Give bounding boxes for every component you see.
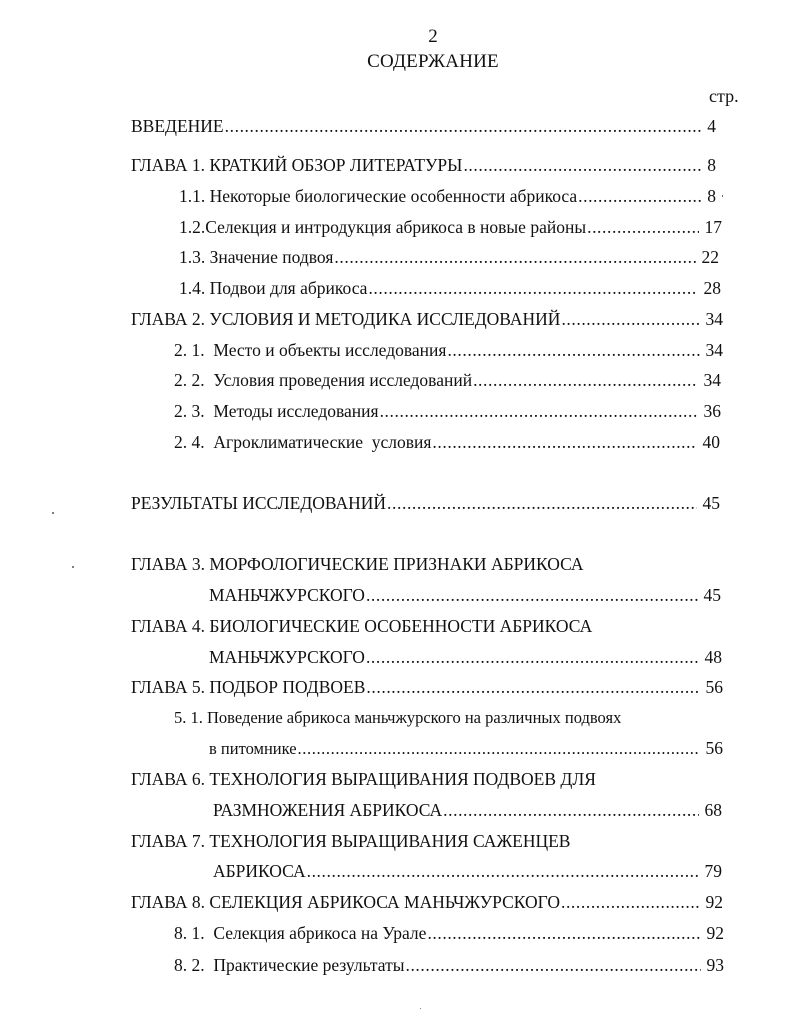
leader-dots <box>380 399 698 423</box>
toc-entry-page: 79 <box>704 861 722 881</box>
toc-entry-text: 2. 4. Агроклиматические условия <box>174 432 432 452</box>
toc-entry-text: АБРИКОСА <box>213 861 306 881</box>
toc-entry-text: в питомнике <box>209 739 297 758</box>
toc-entry-page: 34 <box>705 309 723 329</box>
toc-entry-1-3 <box>179 245 719 269</box>
toc-entry-chapter-5 <box>131 675 723 699</box>
toc-entry-text: 1.3. Значение подвоя <box>179 247 334 267</box>
toc-entry-chapter-7 <box>213 859 722 883</box>
toc-entry-page: 34 <box>703 370 721 390</box>
toc-entry-text: 2. 1. Место и объекты исследования <box>174 340 447 360</box>
leader-dots <box>473 368 697 392</box>
toc-entry-chapter-2 <box>131 307 723 331</box>
toc-entry-page: 17 <box>704 217 722 237</box>
toc-entry-chapter-1 <box>131 153 716 177</box>
toc-entry-text: ГЛАВА 5. ПОДБОР ПОДВОЕВ <box>131 677 366 697</box>
toc-entry-page: 22 <box>701 247 719 267</box>
leader-dots <box>405 953 700 977</box>
leader-dots <box>366 645 699 669</box>
toc-entry-text: 8. 1. Селекция абрикоса на Урале <box>174 923 427 943</box>
scan-speck <box>420 1008 421 1009</box>
toc-entry-page: 56 <box>705 738 723 758</box>
toc-entry-chapter-3 <box>209 583 721 607</box>
toc-entry-text: 2. 2. Условия проведения исследований <box>174 370 473 390</box>
toc-entry-text: 1.2.Селекция и интродукция абрикоса в новые районы <box>179 217 587 237</box>
toc-entry-1-4 <box>179 276 721 300</box>
toc-entry-chapter-4 <box>209 645 722 669</box>
toc-entry-text: 1.1. Некоторые биологические особенности абрикоса <box>179 186 578 206</box>
toc-entry-page: 40 <box>702 432 720 452</box>
leader-dots <box>225 114 702 138</box>
toc-entry-1-2 <box>179 215 722 239</box>
toc-entry-page: 8 <box>707 186 716 206</box>
toc-entry-8-1 <box>174 921 724 945</box>
leader-dots <box>443 798 698 822</box>
leader-dots <box>368 276 697 300</box>
toc-entry-page: 36 <box>703 401 721 421</box>
toc-entry-page: 92 <box>706 923 724 943</box>
toc-entry-chapter-3-heading: ГЛАВА 3. МОРФОЛОГИЧЕСКИЕ ПРИЗНАКИ АБРИКОСА <box>131 554 584 574</box>
leader-dots <box>561 307 699 331</box>
leader-dots <box>463 153 701 177</box>
leader-dots <box>432 430 696 454</box>
toc-entry-text: ВВЕДЕНИЕ <box>131 116 224 136</box>
toc-title: СОДЕРЖАНИЕ <box>367 51 499 72</box>
toc-entry-page: 34 <box>705 340 723 360</box>
toc-entry-page: 56 <box>705 677 723 697</box>
toc-entry-page: 93 <box>706 955 724 975</box>
leader-dots <box>427 921 700 945</box>
toc-entry-1-1 <box>179 184 716 208</box>
toc-entry-text: 8. 2. Практические результаты <box>174 955 405 975</box>
toc-entry-2-4 <box>174 430 720 454</box>
toc-entry-page: 4 <box>707 116 716 136</box>
toc-entry-text: 2. 3. Методы исследования <box>174 401 379 421</box>
leader-dots <box>366 583 698 607</box>
toc-entry-chapter-7-heading: ГЛАВА 7. ТЕХНОЛОГИЯ ВЫРАЩИВАНИЯ САЖЕНЦЕВ <box>131 831 571 851</box>
toc-entry-chapter-4-heading: ГЛАВА 4. БИОЛОГИЧЕСКИЕ ОСОБЕННОСТИ АБРИКОСА <box>131 616 593 636</box>
leader-dots <box>366 675 699 699</box>
scan-speck <box>52 512 54 514</box>
toc-entry-chapter-6 <box>213 798 722 822</box>
toc-entry-2-3 <box>174 399 721 423</box>
leader-dots <box>447 338 699 362</box>
toc-entry-text: МАНЬЧЖУРСКОГО <box>209 647 365 667</box>
toc-entry-page: 92 <box>705 892 723 912</box>
toc-entry-page: 8 <box>707 155 716 175</box>
toc-entry-page: 68 <box>704 800 722 820</box>
toc-entry-chapter-8 <box>131 890 723 914</box>
toc-entry-text: ГЛАВА 8. СЕЛЕКЦИЯ АБРИКОСА МАНЬЧЖУРСКОГО <box>131 892 560 912</box>
toc-entry-page: 28 <box>703 278 721 298</box>
toc-entry-2-2 <box>174 368 721 392</box>
leader-dots <box>578 184 701 208</box>
leader-dots <box>587 215 698 239</box>
leader-dots <box>387 491 696 515</box>
scan-speck <box>722 195 723 197</box>
leader-dots <box>561 890 700 914</box>
toc-entry-results <box>131 491 720 515</box>
toc-entry-5-1-heading: 5. 1. Поведение абрикоса маньчжурского на различных подвоях <box>174 708 622 727</box>
toc-entry-text: ГЛАВА 1. КРАТКИЙ ОБЗОР ЛИТЕРАТУРЫ <box>131 155 463 175</box>
toc-entry-5-1 <box>209 736 723 760</box>
toc-entry-page: 48 <box>704 647 722 667</box>
page-number: 2 <box>428 26 438 47</box>
toc-entry-2-1 <box>174 338 723 362</box>
page-column-label: стр. <box>709 86 739 106</box>
toc-entry-chapter-6-heading: ГЛАВА 6. ТЕХНОЛОГИЯ ВЫРАЩИВАНИЯ ПОДВОЕВ ДЛЯ <box>131 769 596 789</box>
toc-entry-text: РЕЗУЛЬТАТЫ ИССЛЕДОВАНИЙ <box>131 493 387 513</box>
toc-entry-page: 45 <box>702 493 720 513</box>
leader-dots <box>334 245 695 269</box>
toc-entry-text: 1.4. Подвои для абрикоса <box>179 278 368 298</box>
toc-entry-text: ГЛАВА 2. УСЛОВИЯ И МЕТОДИКА ИССЛЕДОВАНИЙ <box>131 309 561 329</box>
leader-dots <box>298 737 700 761</box>
toc-entry-8-2 <box>174 953 724 977</box>
toc-entry-introduction <box>131 114 716 138</box>
toc-entry-text: МАНЬЧЖУРСКОГО <box>209 585 365 605</box>
toc-entry-page: 45 <box>703 585 721 605</box>
toc-entry-text: РАЗМНОЖЕНИЯ АБРИКОСА <box>213 800 443 820</box>
leader-dots <box>307 859 699 883</box>
scan-speck <box>72 566 74 568</box>
